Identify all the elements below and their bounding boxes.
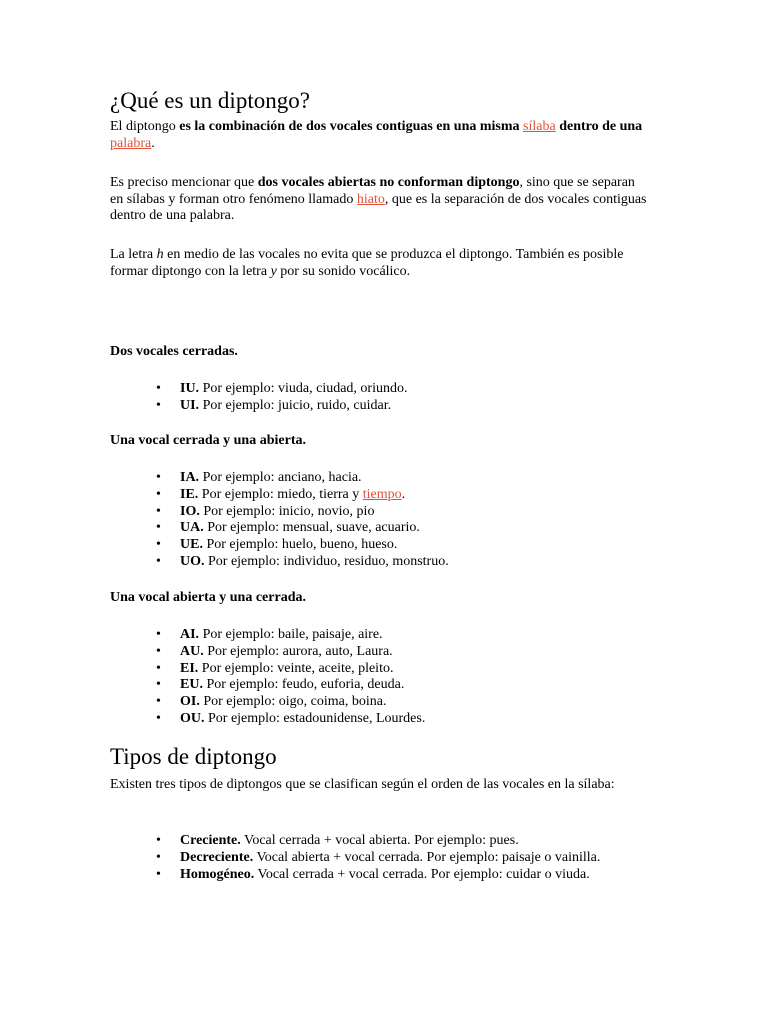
link-tiempo[interactable]: tiempo bbox=[362, 486, 402, 502]
list-cerrada-abierta bbox=[110, 470, 449, 571]
list-item: • IE. Por ejemplo: miedo, tierra y tiempo. bbox=[110, 487, 449, 504]
list-item: • OI. Por ejemplo: oigo, coima, boina. bbox=[110, 694, 425, 711]
list-tipos-de-diptongo bbox=[110, 833, 600, 883]
list-item: • IA. Por ejemplo: anciano, hacia. bbox=[110, 470, 449, 487]
list-item: • AU. Por ejemplo: aurora, auto, Laura. bbox=[110, 644, 425, 661]
list-item: • UO. Por ejemplo: individuo, residuo, monstruo. bbox=[110, 554, 449, 571]
list-item: • AI. Por ejemplo: baile, paisaje, aire. bbox=[110, 627, 425, 644]
list-item: • UI. Por ejemplo: juicio, ruido, cuidar. bbox=[110, 398, 407, 415]
paragraph-letra-h: La letra h en medio de las vocales no evita que se produzca el diptongo. También es posible formar diptongo con la letra y por su sonido vocálico. bbox=[110, 247, 624, 279]
list-item: • Creciente. Vocal cerrada + vocal abierta. Por ejemplo: pues. bbox=[110, 833, 600, 850]
subheading-dos-vocales-cerradas: Dos vocales cerradas. bbox=[110, 344, 238, 359]
list-item: • IU. Por ejemplo: viuda, ciudad, oriundo. bbox=[110, 381, 407, 398]
heading-que-es-diptongo: ¿Qué es un diptongo? bbox=[110, 88, 310, 113]
list-item: • Decreciente. Vocal abierta + vocal cerrada. Por ejemplo: paisaje o vainilla. bbox=[110, 850, 600, 867]
paragraph-definition: El diptongo es la combinación de dos vocales contiguas en una misma sílaba dentro de una palabra. bbox=[110, 119, 643, 151]
link-hiato[interactable]: hiato bbox=[356, 191, 385, 207]
link-palabra[interactable]: palabra bbox=[110, 135, 152, 151]
list-abierta-cerrada bbox=[110, 627, 425, 728]
list-item: • OU. Por ejemplo: estadounidense, Lourdes. bbox=[110, 711, 425, 728]
paragraph-tipos-intro: Existen tres tipos de diptongos que se clasifican según el orden de las vocales en la sílaba: bbox=[110, 777, 615, 792]
heading-tipos-de-diptongo: Tipos de diptongo bbox=[110, 744, 277, 769]
subheading-abierta-cerrada: Una vocal abierta y una cerrada. bbox=[110, 590, 306, 605]
list-item: • EU. Por ejemplo: feudo, euforia, deuda. bbox=[110, 677, 425, 694]
list-item: • UA. Por ejemplo: mensual, suave, acuario. bbox=[110, 520, 449, 537]
list-dos-vocales-cerradas bbox=[110, 381, 407, 415]
list-item: • EI. Por ejemplo: veinte, aceite, pleito. bbox=[110, 661, 425, 678]
list-item: • IO. Por ejemplo: inicio, novio, pio bbox=[110, 504, 449, 521]
subheading-cerrada-abierta: Una vocal cerrada y una abierta. bbox=[110, 433, 306, 448]
link-silaba[interactable]: sílaba bbox=[523, 119, 556, 134]
paragraph-hiato: Es preciso mencionar que dos vocales abiertas no conforman diptongo, sino que se separan en sílabas y forman otro fenómeno llamado hiato, que es la separación de dos vocales contiguas dentro de una palabra. bbox=[110, 175, 647, 224]
list-item: • UE. Por ejemplo: huelo, bueno, hueso. bbox=[110, 537, 449, 554]
list-item: • Homogéneo. Vocal cerrada + vocal cerrada. Por ejemplo: cuidar o viuda. bbox=[110, 867, 600, 884]
